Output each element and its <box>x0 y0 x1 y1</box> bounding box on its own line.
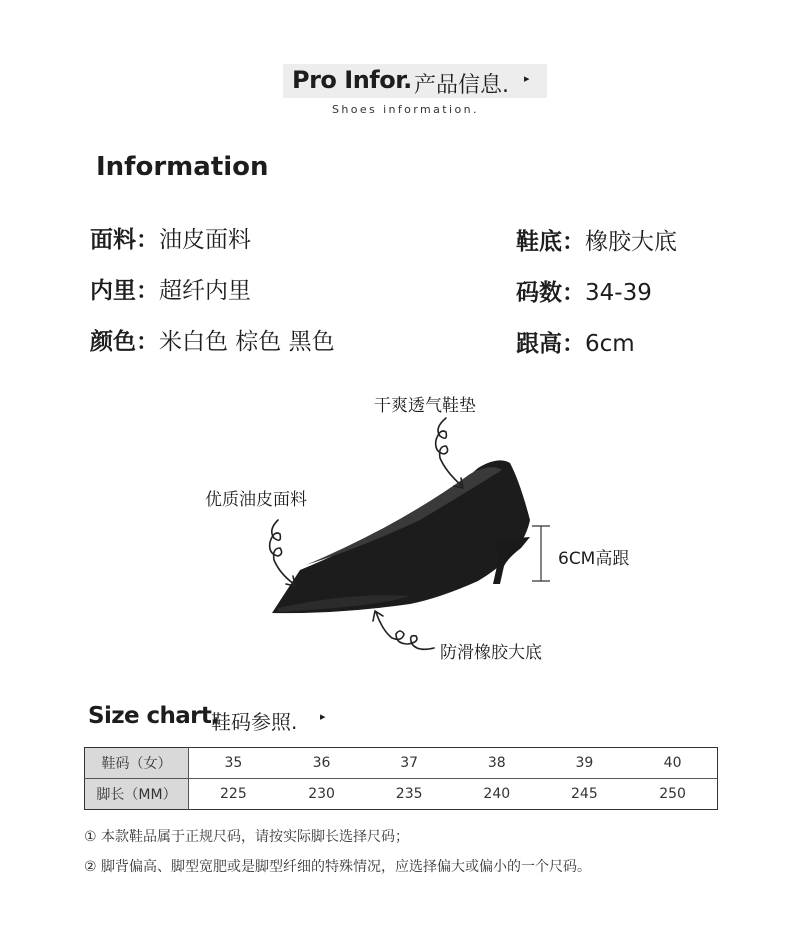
annotation-heel: 6CM高跟 <box>558 549 630 569</box>
spec-value: 油皮面料 <box>159 227 251 253</box>
curly-arrow-icon <box>373 611 434 649</box>
spec-label: 颜色： <box>90 329 159 355</box>
heel-height-bracket <box>532 526 550 581</box>
header-subtitle: Shoes information. <box>332 103 479 116</box>
curly-arrow-icon <box>436 418 463 488</box>
size-chart-title-cn: 鞋码参照. <box>211 710 298 734</box>
header-title-en: Pro Infor. <box>292 66 412 94</box>
table-cell: 250 <box>659 786 686 802</box>
spec-heel-height <box>516 325 635 358</box>
spec-label: 鞋底： <box>516 229 585 255</box>
spec-size <box>516 274 652 307</box>
spec-label: 码数： <box>516 280 585 306</box>
table-row <box>85 748 718 779</box>
annotation-upper: 优质油皮面料 <box>205 490 307 510</box>
spec-label: 面料： <box>90 227 159 253</box>
curly-arrow-icon <box>270 520 295 586</box>
spec-sole <box>516 223 677 256</box>
spec-value: 6cm <box>585 331 635 357</box>
table-cell: 39 <box>541 748 629 779</box>
spec-value: 34-39 <box>585 280 652 306</box>
table-cell: 225 <box>220 786 247 802</box>
play-arrow-icon: ▸ <box>524 72 530 85</box>
spec-material <box>90 221 251 254</box>
note-1: ① 本款鞋品属于正规尺码，请按实际脚长选择尺码； <box>84 829 409 845</box>
table-cell: 36 <box>278 748 366 779</box>
table-cell: 230 <box>308 786 335 802</box>
annotation-insole: 干爽透气鞋垫 <box>374 396 476 416</box>
table-cell: 38 <box>453 748 541 779</box>
size-chart-title-en: Size chart. <box>88 703 220 729</box>
table-cell: 240 <box>483 786 511 802</box>
annotation-sole: 防滑橡胶大底 <box>440 643 542 663</box>
info-title: Information <box>96 152 269 182</box>
table-cell: 245 <box>571 786 598 802</box>
table-cell: 40 <box>628 748 717 779</box>
table-row <box>85 779 718 810</box>
note-2: ② 脚背偏高、脚型宽肥或是脚型纤细的特殊情况，应选择偏大或偏小的一个尺码。 <box>84 859 591 875</box>
size-table <box>84 747 718 810</box>
shoe-image <box>272 460 530 613</box>
spec-value: 橡胶大底 <box>585 229 677 255</box>
row-header: 鞋码（女） <box>85 748 189 779</box>
spec-label: 内里： <box>90 278 159 304</box>
spec-value: 米白色 棕色 黑色 <box>159 329 335 355</box>
play-arrow-icon: ▸ <box>320 710 326 723</box>
table-cell: 35 <box>189 748 278 779</box>
spec-label: 跟高： <box>516 331 585 357</box>
shoe-diagram <box>0 380 790 680</box>
table-cell: 235 <box>395 786 423 802</box>
header-title-cn: 产品信息. <box>414 73 509 98</box>
spec-value: 超纤内里 <box>159 278 251 304</box>
row-header: 脚长（MM） <box>85 779 189 810</box>
spec-lining <box>90 272 251 305</box>
table-cell: 37 <box>365 748 453 779</box>
spec-color <box>90 323 335 356</box>
